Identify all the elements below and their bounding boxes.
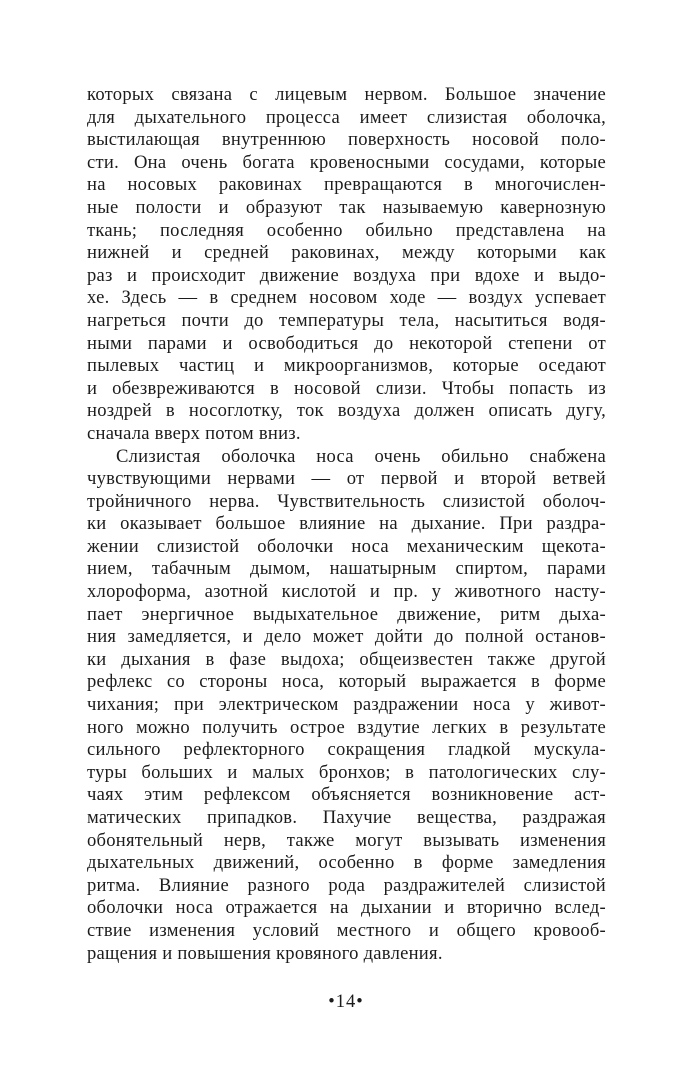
text-line: ные полости и образуют так называемую кавернозную [87,196,606,218]
text-line: Слизистая оболочка носа очень обильно снабжена [116,445,606,467]
text-line: дыхательных движений, особенно в форме замедления [87,852,606,874]
text-line: ращения и повышения кровяного давления. [87,942,443,964]
text-line: чувствующими нервами — от первой и второй ветвей [87,468,606,490]
text-line: сначала вверх потом вниз. [87,422,301,444]
text-line: ствие изменения условий местного и общего кровооб- [87,919,606,941]
page-number: •14• [328,992,364,1012]
text-line: чихания; при электрическом раздражении носа у живот- [87,694,606,716]
text-line: выстилающая внутреннюю поверхность носовой поло- [87,129,606,151]
text-line: на носовых раковинах превращаются в многочислен- [87,174,606,196]
text-line: нием, табачным дымом, нашатырным спиртом, парами [87,558,606,580]
text-line: ритма. Влияние разного рода раздражителей слизистой [87,874,606,896]
text-line: ния замедляется, и дело может дойти до полной останов- [87,626,606,648]
text-line: сильного рефлекторного сокращения гладкой мускула- [87,739,606,761]
text-line: пылевых частиц и микроорганизмов, которые оседают [87,355,606,377]
text-line: туры больших и малых бронхов; в патологических слу- [87,761,606,783]
text-line: раз и происходит движение воздуха при вдохе и выдо- [87,264,606,286]
text-line: ноздрей в носоглотку, ток воздуха должен описать дугу, [87,400,606,422]
text-line: пает энергичное выдыхательное движение, ритм дыха- [87,603,606,625]
text-line: нижней и средней раковинах, между которыми как [87,242,606,264]
text-line: оболочки носа отражается на дыхании и вторично вслед- [87,897,606,919]
text-line: чаях этим рефлексом объясняется возникновение аст- [87,784,606,806]
body-text [87,84,606,965]
text-line: ткань; последняя особенно обильно представлена на [87,219,606,241]
text-line: рефлекс со стороны носа, который выражается в форме [87,671,606,693]
text-line: и обезвреживаются в носовой слизи. Чтобы попасть из [87,377,606,399]
text-line: хе. Здесь — в среднем носовом ходе — воздух успевает [87,287,606,309]
text-line: которых связана с лицевым нервом. Большое значение [87,84,606,105]
text-line: ными парами и освободиться до некоторой степени от [87,332,606,354]
text-line: для дыхательного процесса имеет слизистая оболочка, [87,106,606,128]
paragraph [87,446,606,966]
text-line: обонятельный нерв, также могут вызывать изменения [87,829,606,851]
text-line: ного можно получить острое вздутие легких в результате [87,716,606,738]
text-line: жении слизистой оболочки носа механическим щекота- [87,535,606,557]
text-line: хлороформа, азотной кислотой и пр. у животного насту- [87,581,606,603]
text-line: нагреться почти до температуры тела, насытиться водя- [87,309,606,331]
text-line: тройничного нерва. Чувствительность слизистой оболоч- [87,490,606,512]
text-line: ки дыхания в фазе выдоха; общеизвестен также другой [87,648,606,670]
paragraph [87,84,606,446]
text-line: сти. Она очень богата кровеносными сосудами, которые [87,151,606,173]
text-line: матических припадков. Пахучие вещества, раздражая [87,807,606,828]
text-line: ки оказывает большое влияние на дыхание. При раздра- [87,513,606,535]
